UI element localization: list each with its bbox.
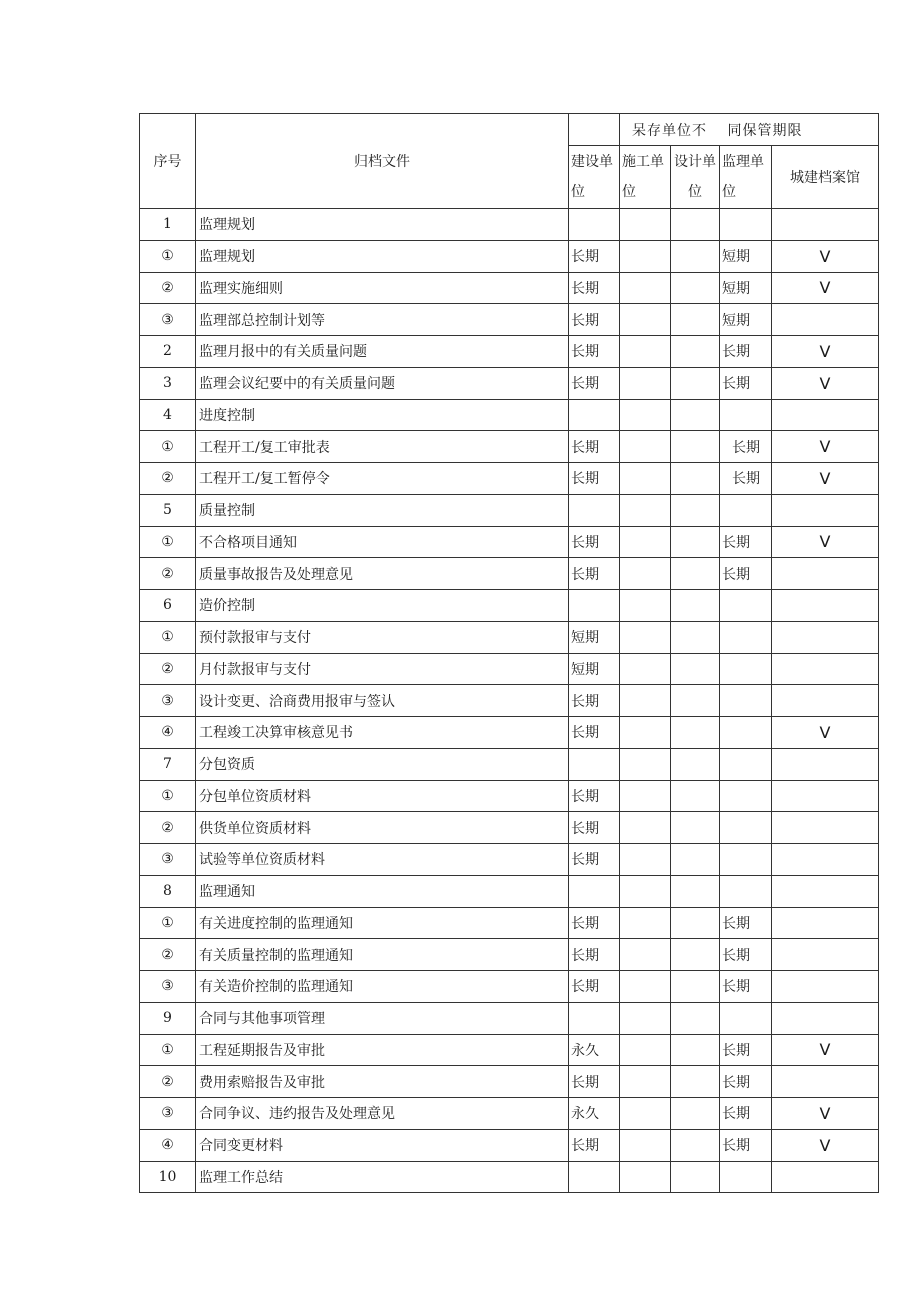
- row-file-name: 分包单位资质材料: [196, 780, 569, 812]
- row-file-name: 质量控制: [196, 494, 569, 526]
- row-construct-period: [620, 875, 671, 907]
- table-row: [140, 431, 879, 463]
- table-row: [140, 399, 879, 431]
- row-build-period: [569, 875, 620, 907]
- header-blank: [569, 114, 620, 146]
- row-file-name: 监理月报中的有关质量问题: [196, 336, 569, 368]
- row-construct-period: [620, 1002, 671, 1034]
- row-file-name: 分包资质: [196, 748, 569, 780]
- row-supervise-period: [720, 209, 772, 241]
- row-build-period: [569, 748, 620, 780]
- table-row: [140, 463, 879, 495]
- row-archive-mark: V: [772, 463, 879, 495]
- header-build: 建设单位: [569, 146, 620, 209]
- row-file-name: 工程延期报告及审批: [196, 1034, 569, 1066]
- table-row: [140, 558, 879, 590]
- row-number: 8: [140, 875, 196, 907]
- row-file-name: 监理部总控制计划等: [196, 304, 569, 336]
- row-file-name: 试验等单位资质材料: [196, 844, 569, 876]
- row-number: ①: [140, 240, 196, 272]
- row-design-period: [671, 812, 720, 844]
- row-file-name: 费用索赔报告及审批: [196, 1066, 569, 1098]
- table-row: [140, 526, 879, 558]
- row-archive-mark: [772, 748, 879, 780]
- row-number: ③: [140, 304, 196, 336]
- row-design-period: [671, 304, 720, 336]
- row-construct-period: [620, 1098, 671, 1130]
- row-construct-period: [620, 812, 671, 844]
- table-row: [140, 717, 879, 749]
- row-file-name: 监理会议纪要中的有关质量问题: [196, 367, 569, 399]
- row-construct-period: [620, 558, 671, 590]
- header-supervise: 监理单位: [720, 146, 772, 209]
- row-supervise-period: 长期: [720, 1066, 772, 1098]
- row-build-period: 永久: [569, 1098, 620, 1130]
- table-row: [140, 1002, 879, 1034]
- row-file-name: 合同与其他事项管理: [196, 1002, 569, 1034]
- table-row: [140, 1129, 879, 1161]
- table-row: [140, 272, 879, 304]
- row-supervise-period: 长期: [720, 558, 772, 590]
- header-row: [140, 114, 879, 146]
- row-construct-period: [620, 685, 671, 717]
- row-number: ③: [140, 685, 196, 717]
- row-number: 6: [140, 590, 196, 622]
- row-design-period: [671, 209, 720, 241]
- row-supervise-period: 长期: [720, 1098, 772, 1130]
- row-supervise-period: 长期: [720, 907, 772, 939]
- row-archive-mark: [772, 653, 879, 685]
- row-number: ①: [140, 431, 196, 463]
- row-design-period: [671, 621, 720, 653]
- row-supervise-period: 长期: [720, 939, 772, 971]
- row-construct-period: [620, 526, 671, 558]
- row-archive-mark: [772, 780, 879, 812]
- row-file-name: 有关质量控制的监理通知: [196, 939, 569, 971]
- row-file-name: 有关进度控制的监理通知: [196, 907, 569, 939]
- row-file-name: 合同争议、违约报告及处理意见: [196, 1098, 569, 1130]
- row-archive-mark: [772, 494, 879, 526]
- row-archive-mark: V: [772, 367, 879, 399]
- row-number: 3: [140, 367, 196, 399]
- row-construct-period: [620, 780, 671, 812]
- row-construct-period: [620, 240, 671, 272]
- row-supervise-period: 长期: [720, 463, 772, 495]
- table-row: [140, 304, 879, 336]
- row-design-period: [671, 1098, 720, 1130]
- row-number: ②: [140, 939, 196, 971]
- row-construct-period: [620, 336, 671, 368]
- row-design-period: [671, 590, 720, 622]
- row-number: ③: [140, 844, 196, 876]
- row-construct-period: [620, 1161, 671, 1193]
- row-archive-mark: V: [772, 526, 879, 558]
- table-row: [140, 907, 879, 939]
- row-design-period: [671, 717, 720, 749]
- row-number: ②: [140, 1066, 196, 1098]
- row-number: 9: [140, 1002, 196, 1034]
- row-construct-period: [620, 1129, 671, 1161]
- row-number: ①: [140, 621, 196, 653]
- row-supervise-period: [720, 717, 772, 749]
- row-build-period: 长期: [569, 272, 620, 304]
- row-number: ②: [140, 653, 196, 685]
- row-number: ①: [140, 1034, 196, 1066]
- row-design-period: [671, 685, 720, 717]
- row-build-period: 长期: [569, 526, 620, 558]
- row-archive-mark: [772, 875, 879, 907]
- row-supervise-period: [720, 875, 772, 907]
- row-design-period: [671, 907, 720, 939]
- row-build-period: 长期: [569, 971, 620, 1003]
- row-archive-mark: [772, 399, 879, 431]
- row-design-period: [671, 463, 720, 495]
- row-archive-mark: V: [772, 240, 879, 272]
- row-build-period: 长期: [569, 304, 620, 336]
- row-file-name: 工程开工/复工暂停令: [196, 463, 569, 495]
- row-design-period: [671, 526, 720, 558]
- row-construct-period: [620, 1066, 671, 1098]
- row-number: ③: [140, 1098, 196, 1130]
- row-archive-mark: [772, 971, 879, 1003]
- row-design-period: [671, 272, 720, 304]
- row-construct-period: [620, 907, 671, 939]
- row-build-period: 短期: [569, 653, 620, 685]
- table-row: [140, 685, 879, 717]
- row-construct-period: [620, 653, 671, 685]
- row-supervise-period: [720, 621, 772, 653]
- row-construct-period: [620, 748, 671, 780]
- row-file-name: 监理通知: [196, 875, 569, 907]
- row-construct-period: [620, 494, 671, 526]
- row-build-period: 长期: [569, 240, 620, 272]
- row-supervise-period: 长期: [720, 1034, 772, 1066]
- row-construct-period: [620, 590, 671, 622]
- row-build-period: [569, 209, 620, 241]
- row-supervise-period: 短期: [720, 304, 772, 336]
- row-archive-mark: [772, 685, 879, 717]
- row-supervise-period: 长期: [720, 367, 772, 399]
- row-build-period: [569, 590, 620, 622]
- row-construct-period: [620, 621, 671, 653]
- row-supervise-period: [720, 653, 772, 685]
- row-supervise-period: 长期: [720, 971, 772, 1003]
- row-build-period: 长期: [569, 685, 620, 717]
- row-archive-mark: [772, 209, 879, 241]
- row-design-period: [671, 748, 720, 780]
- row-archive-mark: [772, 939, 879, 971]
- table-row: [140, 1161, 879, 1193]
- row-archive-mark: V: [772, 1034, 879, 1066]
- row-number: 7: [140, 748, 196, 780]
- row-build-period: [569, 494, 620, 526]
- row-supervise-period: 长期: [720, 1129, 772, 1161]
- row-number: ④: [140, 1129, 196, 1161]
- row-archive-mark: V: [772, 431, 879, 463]
- row-archive-mark: [772, 590, 879, 622]
- table-row: [140, 844, 879, 876]
- row-construct-period: [620, 431, 671, 463]
- row-build-period: 长期: [569, 431, 620, 463]
- row-build-period: 长期: [569, 812, 620, 844]
- table-row: [140, 875, 879, 907]
- row-build-period: [569, 1002, 620, 1034]
- table-row: [140, 336, 879, 368]
- row-design-period: [671, 1002, 720, 1034]
- row-archive-mark: [772, 558, 879, 590]
- row-file-name: 造价控制: [196, 590, 569, 622]
- row-supervise-period: 长期: [720, 526, 772, 558]
- table-row: [140, 971, 879, 1003]
- row-construct-period: [620, 844, 671, 876]
- row-archive-mark: [772, 1066, 879, 1098]
- row-archive-mark: V: [772, 1098, 879, 1130]
- row-number: ③: [140, 971, 196, 1003]
- row-number: 5: [140, 494, 196, 526]
- row-supervise-period: [720, 844, 772, 876]
- row-number: ②: [140, 812, 196, 844]
- row-construct-period: [620, 463, 671, 495]
- row-archive-mark: [772, 304, 879, 336]
- header-archive: 城建档案馆: [772, 146, 879, 209]
- row-file-name: 供货单位资质材料: [196, 812, 569, 844]
- row-file-name: 监理工作总结: [196, 1161, 569, 1193]
- table-row: [140, 748, 879, 780]
- row-number: 1: [140, 209, 196, 241]
- row-design-period: [671, 494, 720, 526]
- header-construct: 施工单位: [620, 146, 671, 209]
- row-number: ①: [140, 780, 196, 812]
- row-file-name: 合同变更材料: [196, 1129, 569, 1161]
- row-design-period: [671, 653, 720, 685]
- row-archive-mark: [772, 812, 879, 844]
- archive-table: [139, 113, 879, 1193]
- row-construct-period: [620, 939, 671, 971]
- row-supervise-period: [720, 685, 772, 717]
- row-build-period: 长期: [569, 558, 620, 590]
- row-construct-period: [620, 304, 671, 336]
- row-file-name: 监理规划: [196, 209, 569, 241]
- row-number: ②: [140, 558, 196, 590]
- row-supervise-period: [720, 780, 772, 812]
- row-build-period: 长期: [569, 717, 620, 749]
- row-file-name: 监理规划: [196, 240, 569, 272]
- row-supervise-period: [720, 1002, 772, 1034]
- table-row: [140, 209, 879, 241]
- row-build-period: 长期: [569, 1066, 620, 1098]
- row-design-period: [671, 431, 720, 463]
- header-seq: 序号: [140, 114, 196, 209]
- row-number: ④: [140, 717, 196, 749]
- row-design-period: [671, 1066, 720, 1098]
- row-number: ①: [140, 526, 196, 558]
- table-row: [140, 367, 879, 399]
- table-row: [140, 1066, 879, 1098]
- row-design-period: [671, 1129, 720, 1161]
- row-file-name: 月付款报审与支付: [196, 653, 569, 685]
- row-file-name: 监理实施细则: [196, 272, 569, 304]
- row-supervise-period: 短期: [720, 272, 772, 304]
- row-design-period: [671, 399, 720, 431]
- row-construct-period: [620, 399, 671, 431]
- row-supervise-period: [720, 399, 772, 431]
- row-design-period: [671, 240, 720, 272]
- row-archive-mark: V: [772, 272, 879, 304]
- row-file-name: 有关造价控制的监理通知: [196, 971, 569, 1003]
- row-design-period: [671, 780, 720, 812]
- row-supervise-period: [720, 494, 772, 526]
- row-construct-period: [620, 272, 671, 304]
- row-file-name: 进度控制: [196, 399, 569, 431]
- row-number: ②: [140, 272, 196, 304]
- row-file-name: 质量事故报告及处理意见: [196, 558, 569, 590]
- row-file-name: 不合格项目通知: [196, 526, 569, 558]
- row-construct-period: [620, 209, 671, 241]
- row-number: ①: [140, 907, 196, 939]
- row-design-period: [671, 1034, 720, 1066]
- row-supervise-period: 长期: [720, 336, 772, 368]
- row-build-period: 长期: [569, 367, 620, 399]
- row-archive-mark: [772, 1161, 879, 1193]
- row-design-period: [671, 971, 720, 1003]
- row-supervise-period: 短期: [720, 240, 772, 272]
- table-row: [140, 240, 879, 272]
- row-archive-mark: [772, 621, 879, 653]
- row-file-name: 工程竣工决算审核意见书: [196, 717, 569, 749]
- row-file-name: 工程开工/复工审批表: [196, 431, 569, 463]
- row-design-period: [671, 336, 720, 368]
- table-row: [140, 494, 879, 526]
- row-archive-mark: [772, 1002, 879, 1034]
- header-group-title: 呆存单位不 同保管期限: [620, 114, 879, 146]
- row-number: ②: [140, 463, 196, 495]
- row-number: 10: [140, 1161, 196, 1193]
- row-archive-mark: [772, 844, 879, 876]
- row-archive-mark: V: [772, 336, 879, 368]
- row-construct-period: [620, 717, 671, 749]
- row-construct-period: [620, 971, 671, 1003]
- row-supervise-period: 长期: [720, 431, 772, 463]
- row-supervise-period: [720, 812, 772, 844]
- row-supervise-period: [720, 1161, 772, 1193]
- row-build-period: 长期: [569, 844, 620, 876]
- header-design: 设计单位: [671, 146, 720, 209]
- row-design-period: [671, 875, 720, 907]
- row-number: 4: [140, 399, 196, 431]
- row-construct-period: [620, 1034, 671, 1066]
- row-design-period: [671, 939, 720, 971]
- row-archive-mark: [772, 907, 879, 939]
- row-build-period: [569, 399, 620, 431]
- row-build-period: 长期: [569, 336, 620, 368]
- table-row: [140, 653, 879, 685]
- row-build-period: 长期: [569, 463, 620, 495]
- row-supervise-period: [720, 590, 772, 622]
- row-file-name: 设计变更、洽商费用报审与签认: [196, 685, 569, 717]
- row-build-period: 长期: [569, 907, 620, 939]
- row-build-period: 短期: [569, 621, 620, 653]
- table-row: [140, 621, 879, 653]
- row-archive-mark: V: [772, 1129, 879, 1161]
- row-supervise-period: [720, 748, 772, 780]
- row-build-period: 长期: [569, 939, 620, 971]
- row-construct-period: [620, 367, 671, 399]
- table-row: [140, 780, 879, 812]
- table-row: [140, 590, 879, 622]
- table-row: [140, 1034, 879, 1066]
- row-file-name: 预付款报审与支付: [196, 621, 569, 653]
- table-row: [140, 812, 879, 844]
- table-row: [140, 1098, 879, 1130]
- row-design-period: [671, 1161, 720, 1193]
- row-build-period: 长期: [569, 780, 620, 812]
- row-design-period: [671, 367, 720, 399]
- row-build-period: 长期: [569, 1129, 620, 1161]
- header-file: 归档文件: [196, 114, 569, 209]
- row-archive-mark: V: [772, 717, 879, 749]
- row-build-period: 永久: [569, 1034, 620, 1066]
- row-design-period: [671, 844, 720, 876]
- row-design-period: [671, 558, 720, 590]
- row-number: 2: [140, 336, 196, 368]
- row-build-period: [569, 1161, 620, 1193]
- table-row: [140, 939, 879, 971]
